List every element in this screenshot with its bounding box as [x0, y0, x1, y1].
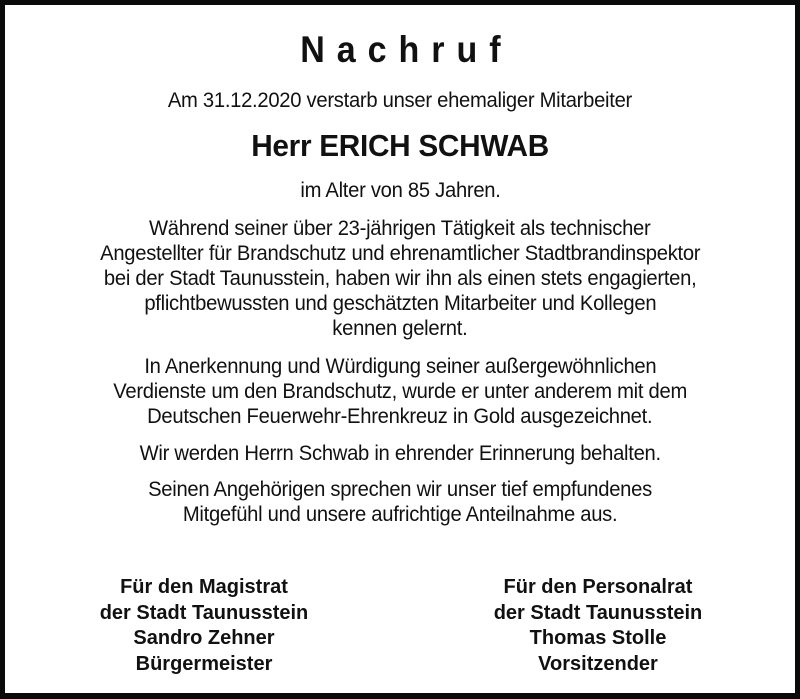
- paragraph-line-text: kennen gelernt.: [332, 316, 468, 340]
- paragraph-line: [5, 216, 795, 241]
- paragraph-line: [5, 354, 795, 379]
- deceased-name-text: Herr ERICH SCHWAB: [251, 128, 549, 163]
- deceased-name: [5, 128, 795, 164]
- signature-role: Bürgermeister: [135, 652, 273, 675]
- signature-personalrat: [401, 575, 795, 677]
- paragraph-line: [5, 441, 795, 466]
- paragraph-line-text: Mitgefühl und unsere aufrichtige Anteilnahme aus.: [182, 502, 618, 526]
- age-line: [5, 178, 795, 203]
- intro-line: [5, 88, 795, 113]
- notice-title-text: Nachruf: [300, 29, 513, 70]
- signature-city: der Stadt Taunusstein: [99, 601, 309, 624]
- signature-magistrat: [5, 575, 401, 677]
- paragraph-line-text: Wir werden Herrn Schwab in ehrender Erinnerung behalten.: [139, 441, 661, 465]
- paragraph-line: [5, 502, 795, 527]
- signature-organization: Für den Personalrat: [503, 576, 693, 598]
- paragraph-line-text: Deutschen Feuerwehr-Ehrenkreuz in Gold ausgezeichnet.: [147, 404, 653, 428]
- paragraph-line-text: Seinen Angehörigen sprechen wir unser tief empfundenes: [148, 477, 652, 501]
- paragraph-line-text: In Anerkennung und Würdigung seiner außergewöhnlichen: [143, 354, 657, 378]
- paragraph-line: [5, 241, 795, 266]
- signature-person: Sandro Zehner: [133, 627, 275, 649]
- signature-role: Vorsitzender: [538, 652, 658, 675]
- paragraph-line-text: bei der Stadt Taunusstein, haben wir ihn als einen stets engagierten,: [103, 266, 697, 290]
- intro-text: Am 31.12.2020 verstarb unser ehemaliger Mitarbeiter: [167, 88, 633, 112]
- paragraph-line-text: Angestellter für Brandschutz und ehrenamtlicher Stadtbrandinspektor: [99, 241, 701, 265]
- signature-organization: Für den Magistrat: [120, 576, 288, 598]
- paragraph-line-text: Während seiner über 23-jährigen Tätigkeit als technischer: [149, 216, 651, 240]
- paragraph-line: [5, 404, 795, 429]
- paragraph-line: [5, 291, 795, 316]
- notice-title: [5, 29, 795, 71]
- paragraph-line: [5, 316, 795, 341]
- signature-person: Thomas Stolle: [529, 627, 667, 649]
- age-text: im Alter von 85 Jahren.: [299, 178, 501, 202]
- paragraph-line: [5, 266, 795, 291]
- paragraph-line-text: pflichtbewussten und geschätzten Mitarbeiter und Kollegen: [144, 291, 656, 315]
- paragraph-line: [5, 379, 795, 404]
- signature-block: [5, 575, 795, 677]
- signature-city: der Stadt Taunusstein: [493, 601, 703, 624]
- paragraph-line: [5, 477, 795, 502]
- paragraph-line-text: Verdienste um den Brandschutz, wurde er unter anderem mit dem: [113, 379, 687, 403]
